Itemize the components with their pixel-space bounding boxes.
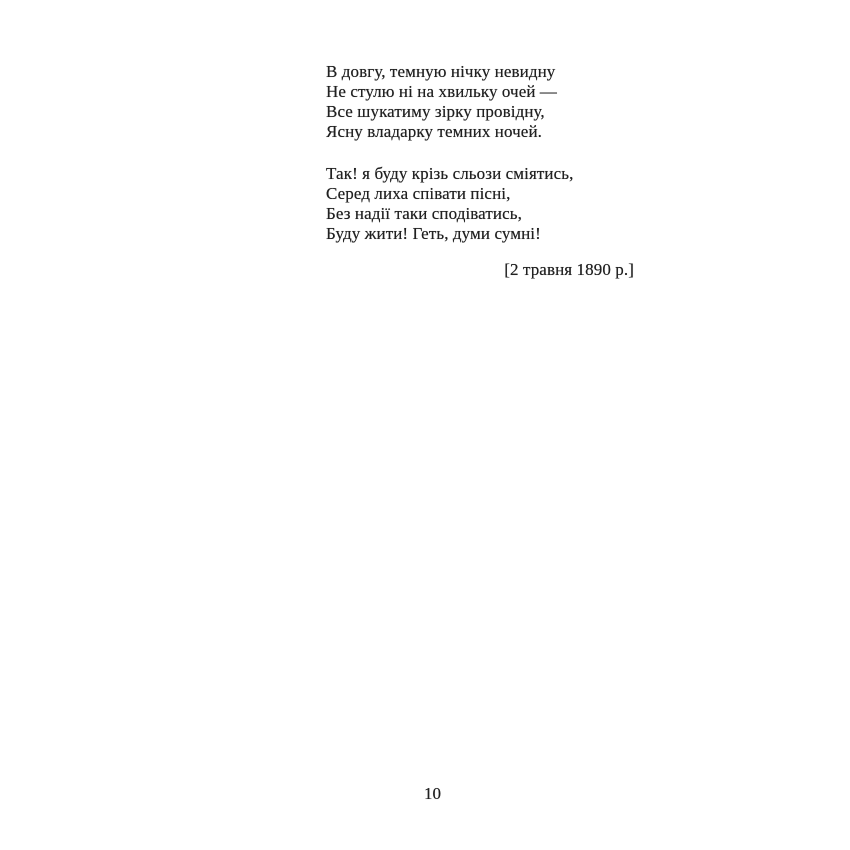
composition-date-note: [2 травня 1890 р.] [504,260,634,279]
poem-line: Серед лиха співати пісні, [326,184,511,203]
poem-stanza-2 [326,164,634,244]
poem-text-block [326,62,634,280]
poem-line: Так! я буду крізь сльози сміятись, [326,164,574,183]
poem-line: Без надії таки сподіватись, [326,204,522,223]
poem-line: Буду жити! Геть, думи сумні! [326,224,541,243]
poem-stanza-1 [326,62,634,142]
poem-line: В довгу, темную нічку невидну [326,62,556,81]
page-number: 10 [424,784,441,803]
poem-line: Ясну владарку темних ночей. [326,122,543,141]
poem-line: Не стулю ні на хвильку очей — [326,82,558,101]
poem-line: Все шукатиму зірку провідну, [326,102,545,121]
